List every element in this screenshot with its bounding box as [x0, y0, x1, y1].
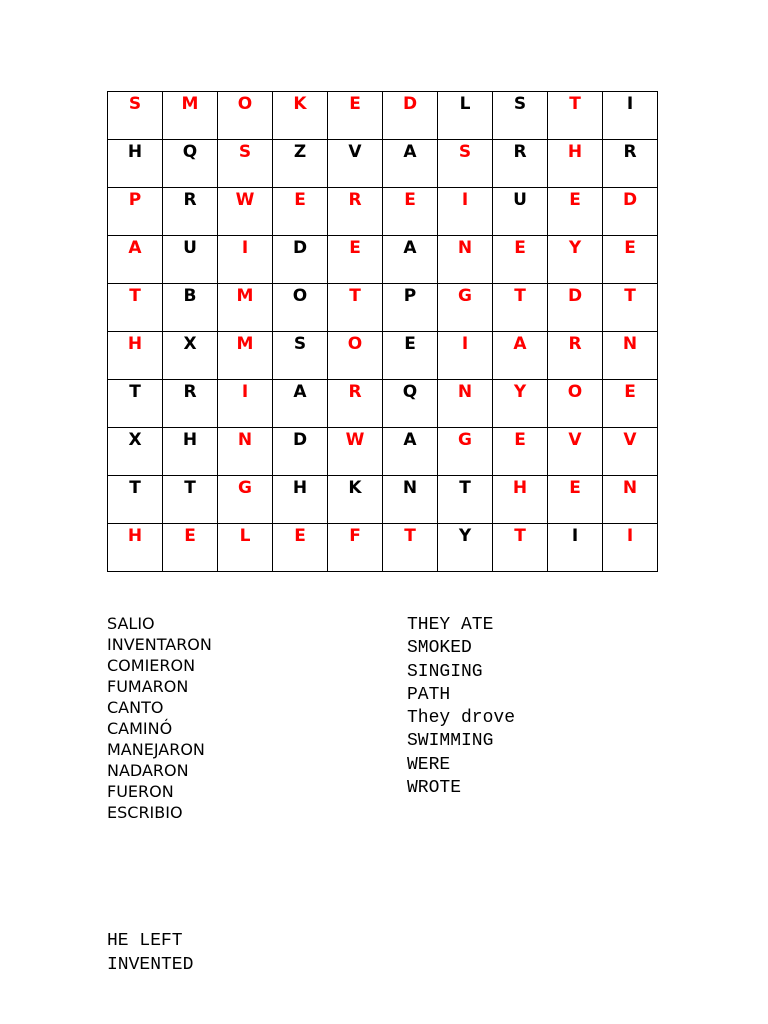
word-list-item: SINGING: [407, 661, 483, 682]
grid-cell: M: [163, 92, 218, 140]
grid-cell: Y: [493, 380, 548, 428]
grid-cell: O: [273, 284, 328, 332]
grid-cell: H: [548, 140, 603, 188]
grid-cell: A: [273, 380, 328, 428]
grid-cell: T: [108, 284, 163, 332]
grid-cell: Y: [548, 236, 603, 284]
grid-cell: A: [383, 428, 438, 476]
grid-cell: H: [108, 140, 163, 188]
grid-cell: R: [328, 380, 383, 428]
grid-cell: Y: [438, 524, 493, 572]
grid-cell: D: [548, 284, 603, 332]
grid-cell: N: [438, 236, 493, 284]
grid-cell: E: [493, 236, 548, 284]
grid-cell: F: [328, 524, 383, 572]
word-search-grid: [107, 91, 658, 572]
grid-row: [108, 140, 658, 188]
grid-cell: V: [548, 428, 603, 476]
grid-cell: H: [493, 476, 548, 524]
word-list-item: They drove: [407, 708, 516, 729]
grid-cell: R: [603, 140, 658, 188]
grid-cell: W: [218, 188, 273, 236]
word-list-item: FUMARON: [107, 677, 189, 696]
grid-cell: K: [328, 476, 383, 524]
grid-row: [108, 188, 658, 236]
grid-cell: E: [273, 524, 328, 572]
grid-cell: D: [273, 428, 328, 476]
word-list-item: NADARON: [107, 761, 189, 780]
word-list-item: INVENTED: [107, 955, 194, 975]
grid-cell: M: [218, 332, 273, 380]
word-list-item: FUERON: [107, 782, 174, 801]
word-list-item: WROTE: [407, 778, 462, 799]
grid-cell: U: [493, 188, 548, 236]
word-list-item: ESCRIBIO: [107, 803, 183, 822]
grid-cell: H: [163, 428, 218, 476]
grid-cell: I: [548, 524, 603, 572]
grid-cell: M: [218, 284, 273, 332]
grid-cell: W: [328, 428, 383, 476]
word-list-item: MANEJARON: [107, 740, 205, 759]
grid-cell: O: [218, 92, 273, 140]
grid-cell: B: [163, 284, 218, 332]
word-list-item: CANTO: [107, 698, 164, 717]
grid-cell: T: [493, 284, 548, 332]
grid-cell: T: [163, 476, 218, 524]
grid-cell: G: [438, 284, 493, 332]
grid-cell: L: [218, 524, 273, 572]
grid-cell: X: [108, 428, 163, 476]
grid-cell: E: [383, 332, 438, 380]
word-list-item: COMIERON: [107, 656, 196, 675]
grid-cell: D: [383, 92, 438, 140]
grid-cell: T: [383, 524, 438, 572]
grid-cell: S: [493, 92, 548, 140]
grid-cell: E: [328, 236, 383, 284]
grid-cell: H: [273, 476, 328, 524]
word-list-item: SALIO: [107, 614, 155, 633]
grid-cell: I: [218, 380, 273, 428]
grid-cell: E: [328, 92, 383, 140]
grid-cell: A: [493, 332, 548, 380]
grid-cell: O: [548, 380, 603, 428]
grid-cell: R: [328, 188, 383, 236]
grid-row: [108, 332, 658, 380]
grid-cell: V: [603, 428, 658, 476]
word-list-item: SMOKED: [407, 638, 472, 659]
grid-cell: G: [218, 476, 273, 524]
word-list-item: HE LEFT: [107, 931, 183, 951]
grid-cell: E: [383, 188, 438, 236]
grid-cell: E: [493, 428, 548, 476]
grid-cell: E: [163, 524, 218, 572]
grid-cell: T: [108, 380, 163, 428]
grid-cell: S: [273, 332, 328, 380]
grid-cell: N: [218, 428, 273, 476]
grid-cell: D: [603, 188, 658, 236]
grid-cell: P: [108, 188, 163, 236]
grid-cell: L: [438, 92, 493, 140]
grid-cell: D: [273, 236, 328, 284]
grid-cell: E: [603, 380, 658, 428]
grid-cell: G: [438, 428, 493, 476]
grid-cell: S: [108, 92, 163, 140]
grid-cell: N: [438, 380, 493, 428]
word-list-item: CAMINÓ: [107, 719, 173, 738]
grid-cell: S: [438, 140, 493, 188]
grid-cell: E: [548, 476, 603, 524]
grid-cell: R: [163, 188, 218, 236]
grid-cell: Q: [383, 380, 438, 428]
grid-cell: Q: [163, 140, 218, 188]
grid-cell: R: [493, 140, 548, 188]
grid-cell: U: [163, 236, 218, 284]
grid-cell: X: [163, 332, 218, 380]
word-list-item: SWIMMING: [407, 731, 494, 752]
grid-cell: A: [108, 236, 163, 284]
grid-cell: I: [603, 524, 658, 572]
grid-row: [108, 236, 658, 284]
grid-cell: S: [218, 140, 273, 188]
grid-cell: T: [603, 284, 658, 332]
word-list-item: THEY ATE: [407, 615, 494, 635]
grid-cell: Z: [273, 140, 328, 188]
english-word-list: [407, 614, 515, 800]
word-list-item: PATH: [407, 684, 451, 705]
grid-cell: P: [383, 284, 438, 332]
spanish-word-list: [107, 613, 212, 823]
grid-cell: I: [603, 92, 658, 140]
grid-cell: O: [328, 332, 383, 380]
grid-row: [108, 524, 658, 572]
grid-cell: E: [548, 188, 603, 236]
grid-cell: T: [548, 92, 603, 140]
grid-row: [108, 92, 658, 140]
grid-cell: N: [603, 332, 658, 380]
grid-cell: I: [438, 332, 493, 380]
grid-cell: E: [273, 188, 328, 236]
grid-cell: E: [603, 236, 658, 284]
grid-cell: T: [108, 476, 163, 524]
grid-cell: T: [438, 476, 493, 524]
grid-cell: I: [218, 236, 273, 284]
grid-cell: R: [548, 332, 603, 380]
word-list-item: INVENTARON: [107, 635, 212, 654]
grid-row: [108, 476, 658, 524]
grid-cell: A: [383, 140, 438, 188]
grid-cell: A: [383, 236, 438, 284]
grid-cell: N: [383, 476, 438, 524]
grid-row: [108, 284, 658, 332]
grid-cell: I: [438, 188, 493, 236]
grid-row: [108, 428, 658, 476]
word-list-item: WERE: [407, 754, 451, 775]
grid-cell: V: [328, 140, 383, 188]
grid-cell: N: [603, 476, 658, 524]
extra-word-list: [107, 929, 193, 977]
grid-cell: T: [328, 284, 383, 332]
grid-cell: H: [108, 524, 163, 572]
grid-cell: T: [493, 524, 548, 572]
grid-cell: H: [108, 332, 163, 380]
grid-cell: R: [163, 380, 218, 428]
grid-row: [108, 380, 658, 428]
grid-cell: K: [273, 92, 328, 140]
